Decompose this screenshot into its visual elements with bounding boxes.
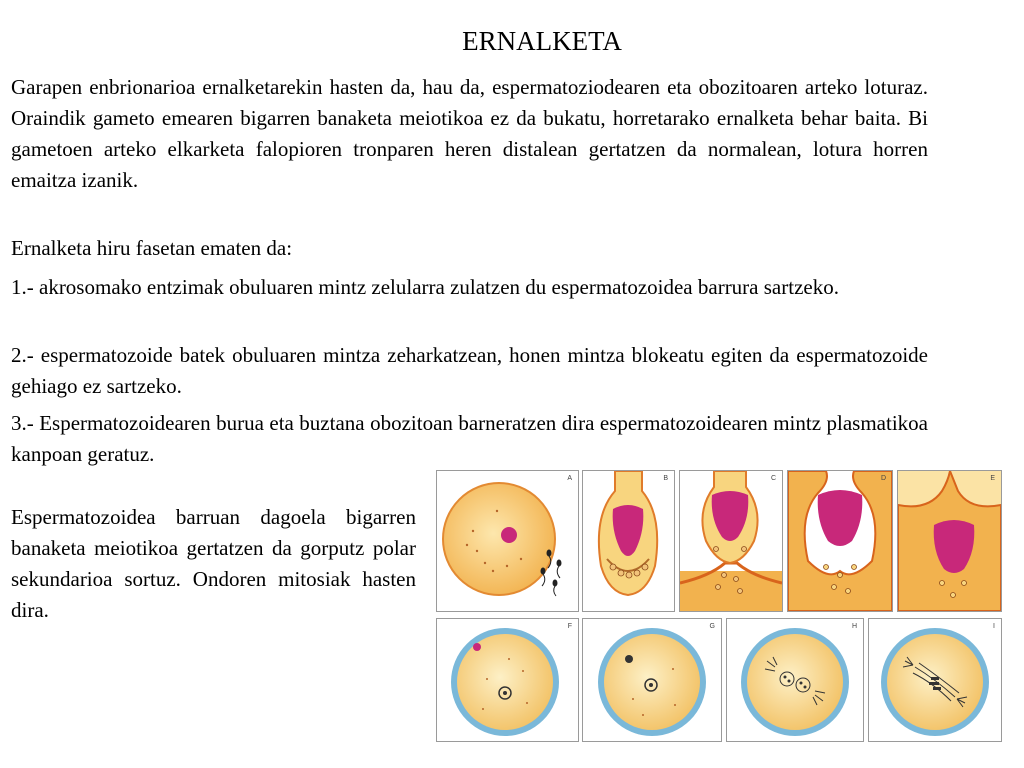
pronucleus-formation-illustration: [437, 619, 578, 741]
acrosome-reaction-illustration: [583, 471, 674, 611]
figure-panel-c: [679, 470, 783, 612]
side-paragraph: Espermatozoidea barruan dagoela bigarren banaketa meiotikoa gertatzen da gorputz polar sekundarioa sortuz. Ondoren mitosiak hasten dira.: [11, 505, 416, 622]
panel-label: B: [663, 475, 668, 482]
panel-label: G: [709, 623, 715, 630]
figure-panel-f: [436, 618, 579, 742]
membrane-penetration-illustration: [680, 471, 782, 611]
phases-intro: Ernalketa hiru fasetan ematen da:: [11, 236, 293, 260]
panel-label: D: [880, 475, 886, 482]
panel-label: H: [851, 623, 857, 630]
intro-paragraph: Garapen enbrionarioa ernalketarekin hasten da, hau da, espermatoziodearen eta obozitoaren arteko loturaz. Oraindik gameto emearen bigarren banaketa meiotikoa ez da bukatu, horretarako ernalketa behar baita. Bi gametoen arteko elkarketa falopioren tronparen heren distalean gertatzen da normalean, lotura horren emaitza izanik.: [11, 75, 928, 192]
panel-label: E: [990, 475, 995, 482]
page-title: ERNALKETA: [462, 26, 622, 56]
sperm-entry-illustration: [788, 471, 892, 611]
figure-panel-h: [726, 618, 864, 742]
head-incorporation-illustration: [898, 471, 1001, 611]
oocyte-with-sperm-illustration: [437, 471, 578, 611]
pronuclei-approach-illustration: [583, 619, 721, 741]
figure-panel-a: [436, 470, 579, 612]
figure-panel-e: [897, 470, 1002, 612]
phase-2-text: 2.- espermatozoide batek obuluaren mintza zeharkatzean, honen mintza blokeatu egiten da espermatozoide gehiago ez sartzeko.: [11, 343, 928, 398]
panel-label: A: [567, 475, 572, 482]
panel-label: I: [993, 623, 995, 630]
figure-panel-d: [787, 470, 893, 612]
first-mitosis-prophase-illustration: [727, 619, 863, 741]
figure-panel-b: [582, 470, 675, 612]
phase-3-text: 3.- Espermatozoidearen burua eta buztana obozitoan barneratzen dira espermatozoidearen mintz plasmatikoa kanpoan geratuz.: [11, 411, 928, 466]
fertilization-figure: [436, 470, 1000, 740]
figure-panel-i: [868, 618, 1002, 742]
panel-label: F: [567, 623, 572, 630]
first-mitosis-metaphase-illustration: [869, 619, 1001, 741]
figure-panel-g: [582, 618, 722, 742]
phase-1-text: 1.- akrosomako entzimak obuluaren mintz zelularra zulatzen du espermatozoidea barrura sartzeko.: [11, 275, 839, 299]
panel-label: C: [770, 475, 776, 482]
